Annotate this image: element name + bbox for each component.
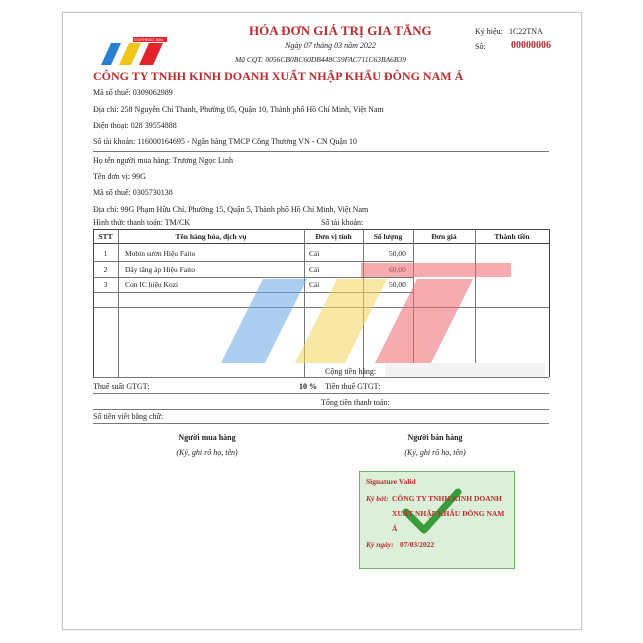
row-unit: Cái <box>309 249 320 258</box>
seller-phone: Điện thoại: 028 39554888 <box>93 121 177 130</box>
signed-by-label: Ký bởi: <box>366 494 389 503</box>
symbol-label: Ký hiệu: <box>475 27 503 36</box>
header-stt: STT <box>98 232 113 241</box>
seller-address: Địa chỉ: 258 Nguyễn Chí Thanh, Phường 05, Quận 10, Thành phố Hồ Chí Minh, Việt Nam <box>93 105 384 114</box>
header-name: Tên hàng hóa, dịch vụ <box>175 232 247 241</box>
vat-amount-label: Tiền thuế GTGT: <box>325 382 381 391</box>
vat-rate-label: Thuế suất GTGT: <box>93 382 150 391</box>
row-name: Mobin sườn Hiệu Faito <box>125 249 196 258</box>
sign-date-label: Ký ngày: <box>366 540 394 549</box>
seller-name: CÔNG TY TNHH KINH DOANH XUẤT NHẬP KHẨU ĐÔNG NAM Á <box>93 69 464 83</box>
subtotal-label: Cộng tiền hàng: <box>325 367 377 376</box>
signature-status: Signature Valid <box>366 477 416 486</box>
symbol-value: 1C22TNA <box>509 27 543 36</box>
row-stt: 1 <box>103 249 108 258</box>
seller-signature-title: Người bán hàng <box>407 433 463 442</box>
total-label: Tổng tiền thanh toán: <box>321 398 390 407</box>
seller-signature-note: (Ký, ghi rõ họ, tên) <box>404 448 466 457</box>
row-unit: Cái <box>309 265 320 274</box>
row-qty: 50,00 <box>389 280 406 289</box>
digital-signature-box <box>359 471 515 569</box>
payment-method: Hình thức thanh toán: TM/CK <box>93 218 191 227</box>
amount-in-words-label: Số tiền viết bằng chữ: <box>93 412 164 421</box>
buyer-name: Họ tên người mua hàng: Trương Ngọc Linh <box>93 156 234 165</box>
dna-watermark <box>211 259 521 369</box>
invoice-date: Ngày 07 tháng 03 năm 2022 <box>285 41 376 50</box>
signed-by-line1: CÔNG TY TNHH KINH DOANH <box>392 494 502 503</box>
row-stt: 3 <box>103 280 108 289</box>
buyer-unit: Tên đơn vị: 99G <box>93 172 146 181</box>
buyer-address: Địa chỉ: 99G Phạm Hữu Chí, Phường 15, Quận 5, Thành phố Hồ Chí Minh, Việt Nam <box>93 205 369 214</box>
header-qty: Số lượng <box>373 232 403 241</box>
invoice-title: HÓA ĐƠN GIÁ TRỊ GIA TĂNG <box>249 23 432 38</box>
sign-date-value: 07/03/2022 <box>400 540 435 549</box>
invoice-number: 00000006 <box>511 40 551 51</box>
invoice-page <box>62 12 582 630</box>
vat-rate-value: 10 % <box>299 382 317 391</box>
header-unit: Đơn vị tính <box>315 232 352 241</box>
row-unit: Cái <box>309 280 320 289</box>
row-name: Con IC hiệu Kozi <box>125 280 179 289</box>
cqt-code: Mã CQT: 0056CB0BC60DB448C59FAC711C63BA6B39 <box>235 55 406 64</box>
divider <box>93 151 549 152</box>
redacted-area <box>385 363 545 377</box>
number-label: Số: <box>475 42 486 51</box>
header-price: Đơn giá <box>431 232 457 241</box>
logo-tagline: SOUTHEAST ASIA <box>134 38 164 42</box>
buyer-tax-code: Mã số thuế: 0305730138 <box>93 188 173 197</box>
dna-logo <box>97 35 169 69</box>
buyer-signature-title: Người mua hàng <box>178 433 236 442</box>
seller-tax-code: Mã số thuế: 0309062989 <box>93 88 173 97</box>
signed-by-line3: Á <box>392 524 398 533</box>
header-amount: Thành tiền <box>494 232 530 241</box>
buyer-signature-note: (Ký, ghi rõ họ, tên) <box>176 448 238 457</box>
row-name: Dây tăng áp Hiệu Faito <box>125 265 195 274</box>
row-qty: 50,00 <box>389 249 406 258</box>
buyer-account: Số tài khoản: <box>321 218 364 227</box>
row-stt: 2 <box>103 265 108 274</box>
seller-account: Số tài khoản: 116000164695 - Ngân hàng TMCP Công Thương VN - CN Quận 10 <box>93 137 357 146</box>
signed-by-line2: XUẤT NHẬP KHẨU ĐÔNG NAM <box>392 509 505 518</box>
